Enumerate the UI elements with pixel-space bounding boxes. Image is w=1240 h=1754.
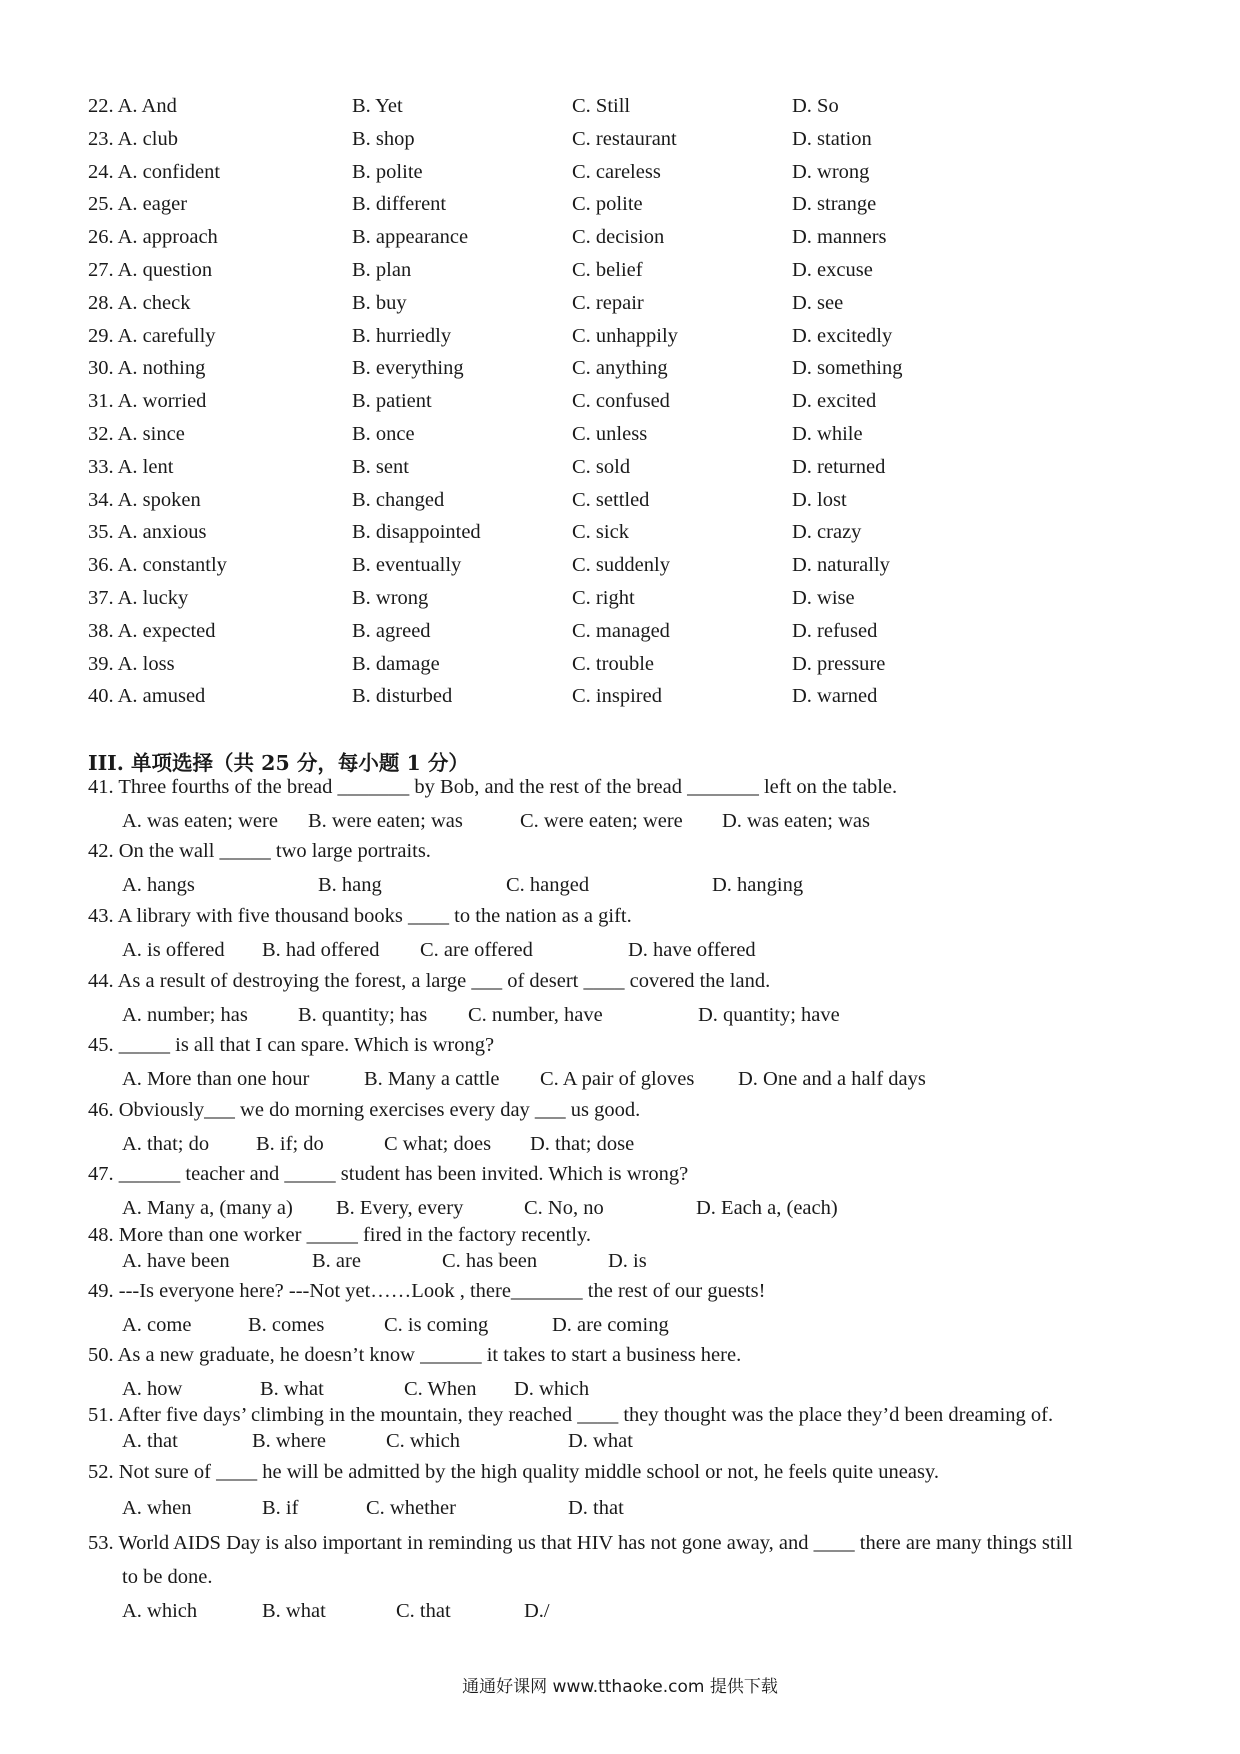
cloze-option: B. buy [352, 291, 407, 314]
question-49: 49. ---Is everyone here? ---Not yet……Look , there_______ the rest of our guests! [88, 1280, 766, 1302]
cloze-row [88, 352, 1168, 385]
cloze-option: C. belief [572, 258, 643, 281]
cloze-row [88, 549, 1168, 582]
option: D. that [568, 1497, 624, 1519]
cloze-option: D. warned [792, 685, 878, 708]
cloze-option: D. excited [792, 390, 877, 413]
cloze-row [88, 648, 1168, 681]
cloze-options-table [88, 90, 1168, 713]
option: B. where [252, 1430, 327, 1452]
question-41: 41. Three fourths of the bread _______ by Bob, and the rest of the bread _______ left on the table. [88, 776, 898, 798]
cloze-row [88, 516, 1168, 549]
cloze-row [88, 188, 1168, 221]
cloze-row [88, 254, 1168, 287]
option: D. is [608, 1250, 647, 1272]
cloze-row [88, 156, 1168, 189]
cloze-row [88, 680, 1168, 713]
cloze-option: B. disturbed [352, 685, 453, 708]
cloze-option: C. suddenly [572, 554, 670, 577]
cloze-option: 29. A. carefully [88, 324, 216, 347]
cloze-option: D. something [792, 357, 903, 380]
cloze-option: 22. A. And [88, 95, 177, 117]
cloze-option: D. wise [792, 586, 855, 609]
option: A. that; do [122, 1133, 210, 1155]
option: D. are coming [552, 1314, 669, 1336]
cloze-option: B. hurriedly [352, 324, 452, 347]
cloze-option: 25. A. eager [88, 193, 188, 216]
option: B. Every, every [336, 1197, 464, 1219]
option: A. how [122, 1378, 183, 1400]
cloze-option: B. agreed [352, 619, 431, 642]
option: A. was eaten; were [122, 810, 278, 832]
cloze-option: 36. A. constantly [88, 554, 227, 577]
question-51: 51. After five days’ climbing in the mountain, they reached ____ they thought was the place they’d been dreaming of. [88, 1404, 1054, 1426]
cloze-option: 32. A. since [88, 422, 185, 445]
cloze-option: D. lost [792, 488, 847, 511]
cloze-option: B. patient [352, 390, 432, 413]
option: C. are offered [420, 939, 533, 961]
cloze-option: D. while [792, 422, 863, 445]
cloze-option: B. once [352, 422, 415, 445]
option: B. are [312, 1250, 361, 1272]
option: D. what [568, 1430, 633, 1452]
cloze-option: D. strange [792, 193, 877, 216]
question-47: 47. ______ teacher and _____ student has been invited. Which is wrong? [88, 1163, 689, 1185]
option: A. which [122, 1600, 198, 1622]
cloze-row [88, 385, 1168, 418]
option: A. have been [122, 1250, 230, 1272]
cloze-option: D. refused [792, 619, 878, 642]
cloze-option: B. eventually [352, 554, 462, 577]
cloze-row [88, 484, 1168, 517]
cloze-option: B. shop [352, 127, 415, 150]
option: C. number, have [468, 1004, 603, 1026]
cloze-option: 39. A. loss [88, 652, 175, 675]
cloze-option: D. wrong [792, 160, 870, 183]
cloze-row [88, 582, 1168, 615]
option: C. No, no [524, 1197, 604, 1219]
cloze-option: B. sent [352, 455, 409, 478]
option: B. if; do [256, 1133, 324, 1155]
cloze-option: D. crazy [792, 521, 862, 544]
cloze-option: D. So [792, 95, 839, 117]
cloze-option: C. settled [572, 488, 650, 511]
option: B. were eaten; was [308, 810, 463, 832]
cloze-option: C. decision [572, 226, 665, 249]
cloze-option: 34. A. spoken [88, 488, 201, 511]
cloze-option: C. right [572, 586, 635, 609]
cloze-option: C. unhappily [572, 324, 678, 347]
option: A. number; has [122, 1004, 248, 1026]
option: D. was eaten; was [722, 810, 871, 832]
cloze-option: B. Yet [352, 95, 403, 117]
cloze-option: 24. A. confident [88, 160, 221, 183]
cloze-row [88, 320, 1168, 353]
cloze-option: C. sick [572, 521, 629, 544]
cloze-option: B. damage [352, 652, 440, 675]
option: C. that [396, 1600, 451, 1622]
option: B. what [260, 1378, 324, 1400]
cloze-option: C. unless [572, 422, 648, 445]
option: A. Many a, (many a) [122, 1197, 293, 1219]
option: A. that [122, 1430, 178, 1452]
cloze-row [88, 287, 1168, 320]
cloze-option: 23. A. club [88, 127, 178, 150]
cloze-option: C. repair [572, 291, 644, 314]
cloze-option: 31. A. worried [88, 390, 207, 413]
option: C. were eaten; were [520, 810, 683, 832]
cloze-option: D. excitedly [792, 324, 893, 347]
cloze-option: C. restaurant [572, 127, 677, 150]
option: C. has been [442, 1250, 538, 1272]
option: C. A pair of gloves [540, 1068, 695, 1090]
cloze-option: B. different [352, 193, 447, 216]
cloze-option: 37. A. lucky [88, 586, 189, 609]
cloze-option: 40. A. amused [88, 685, 206, 708]
question-43: 43. A library with five thousand books ____ to the nation as a gift. [88, 905, 632, 927]
option: A. hangs [122, 874, 195, 896]
cloze-option: B. appearance [352, 226, 469, 249]
cloze-option: B. disappointed [352, 521, 481, 544]
option: A. when [122, 1497, 192, 1519]
cloze-row [88, 451, 1168, 484]
option: D. Each a, (each) [696, 1197, 838, 1219]
cloze-option: 38. A. expected [88, 619, 216, 642]
cloze-option: C. sold [572, 455, 631, 478]
cloze-option: D. pressure [792, 652, 886, 675]
cloze-option: C. Still [572, 95, 631, 117]
cloze-option: D. returned [792, 455, 886, 478]
cloze-option: 27. A. question [88, 258, 213, 281]
cloze-option: B. everything [352, 357, 464, 380]
cloze-option: B. changed [352, 488, 445, 511]
question-46: 46. Obviously___ we do morning exercises every day ___ us good. [88, 1099, 641, 1121]
option: C what; does [384, 1133, 492, 1155]
option: B. had offered [262, 939, 380, 961]
cloze-option: C. trouble [572, 652, 654, 675]
cloze-row [88, 123, 1168, 156]
cloze-option: 30. A. nothing [88, 357, 206, 380]
cloze-option: D. naturally [792, 554, 890, 577]
option: C. whether [366, 1497, 456, 1519]
question-48: 48. More than one worker _____ fired in the factory recently. [88, 1224, 592, 1246]
option: A. More than one hour [122, 1068, 310, 1090]
cloze-option: C. careless [572, 160, 661, 183]
option: C. When [404, 1378, 477, 1400]
cloze-option: C. inspired [572, 685, 662, 708]
option: B. if [262, 1497, 299, 1519]
cloze-option: B. polite [352, 160, 423, 183]
option: B. Many a cattle [364, 1068, 500, 1090]
option: C. which [386, 1430, 461, 1452]
option: D./ [524, 1600, 550, 1622]
cloze-option: B. wrong [352, 586, 429, 609]
cloze-option: C. anything [572, 357, 668, 380]
question-52: 52. Not sure of ____ he will be admitted by the high quality middle school or not, he feels quite uneasy. [88, 1461, 939, 1483]
cloze-row [88, 418, 1168, 451]
option: A. come [122, 1314, 192, 1336]
option: D. that; dose [530, 1133, 635, 1155]
option: D. quantity; have [698, 1004, 840, 1026]
option: D. One and a half days [738, 1068, 926, 1090]
option: B. comes [248, 1314, 325, 1336]
cloze-row [88, 615, 1168, 648]
question-53: 53. World AIDS Day is also important in reminding us that HIV has not gone away, and ____ there are many things still [88, 1532, 1073, 1554]
option: A. is offered [122, 939, 225, 961]
option: D. hanging [712, 874, 804, 896]
option: D. have offered [628, 939, 756, 961]
cloze-option: 26. A. approach [88, 226, 218, 249]
question-50: 50. As a new graduate, he doesn’t know ______ it takes to start a business here. [88, 1344, 742, 1366]
cloze-option: C. polite [572, 193, 643, 216]
option: C. is coming [384, 1314, 489, 1336]
option: B. hang [318, 874, 382, 896]
cloze-option: D. excuse [792, 258, 873, 281]
cloze-option: 28. A. check [88, 291, 191, 314]
question-53-continued: to be done. [122, 1566, 213, 1588]
cloze-row [88, 90, 1168, 123]
footer-source: 通通好课网 www.tthaoke.com 提供下载 [462, 1677, 778, 1697]
question-44: 44. As a result of destroying the forest, a large ___ of desert ____ covered the land. [88, 970, 771, 992]
option: D. which [514, 1378, 590, 1400]
option: B. what [262, 1600, 326, 1622]
cloze-option: 35. A. anxious [88, 521, 207, 544]
cloze-option: B. plan [352, 258, 412, 281]
cloze-option: C. managed [572, 619, 670, 642]
cloze-row [88, 221, 1168, 254]
cloze-option: D. see [792, 291, 844, 314]
question-42: 42. On the wall _____ two large portraits. [88, 840, 431, 862]
cloze-option: D. manners [792, 226, 887, 249]
question-45: 45. _____ is all that I can spare. Which is wrong? [88, 1034, 495, 1056]
cloze-option: C. confused [572, 390, 670, 413]
cloze-option: D. station [792, 127, 872, 150]
option: B. quantity; has [298, 1004, 428, 1026]
section-title: III. 单项选择（共 25 分，每小题 1 分） [88, 751, 469, 775]
cloze-option: 33. A. lent [88, 455, 174, 478]
option: C. hanged [506, 874, 590, 896]
